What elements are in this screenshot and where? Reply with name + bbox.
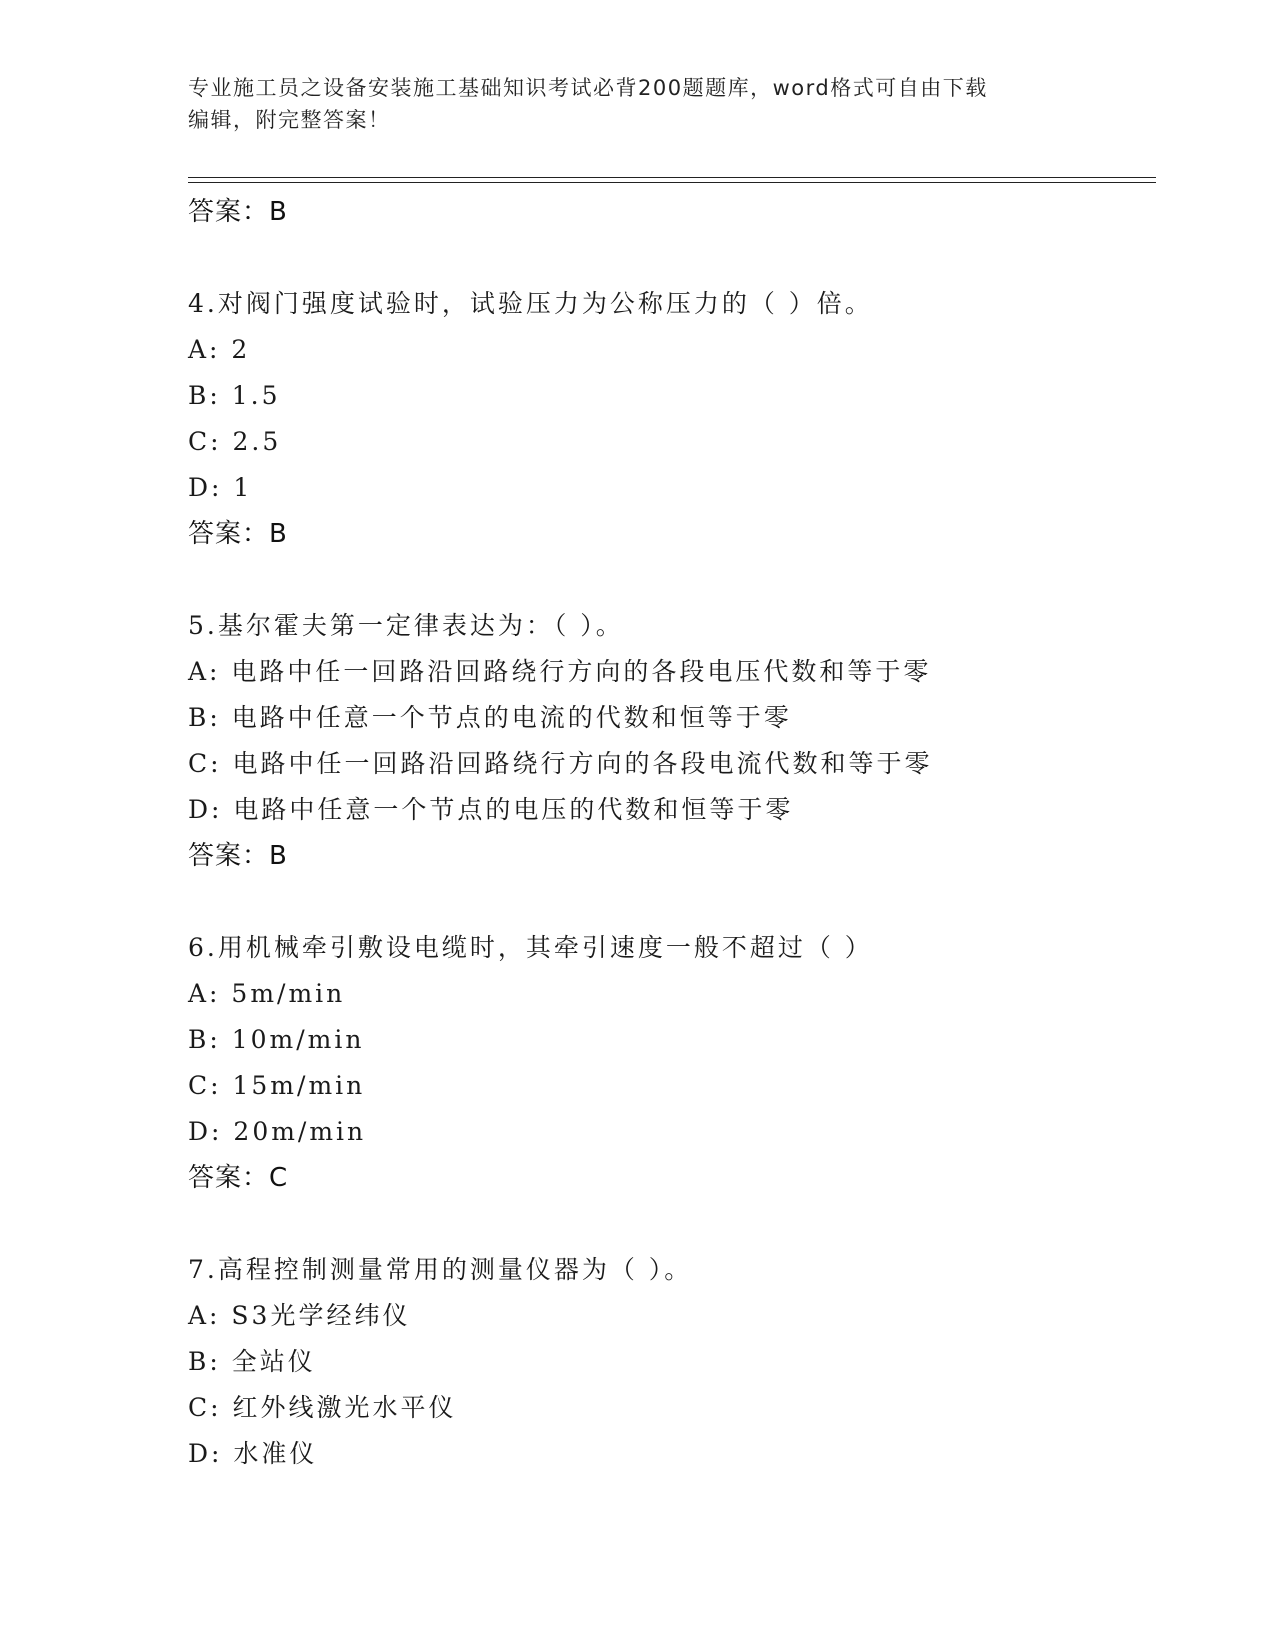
option-c: C: 红外线激光水平仪 [188, 1393, 457, 1422]
question-list [188, 189, 1156, 1477]
spacer [188, 879, 1156, 925]
option-d: D: 20m/min [188, 1117, 367, 1146]
answer: 答案：C [188, 1163, 289, 1193]
header-divider-top [188, 177, 1156, 178]
question-5 [188, 603, 1156, 879]
option-b: B: 10m/min [188, 1025, 365, 1054]
header-title-line-2: 编辑，附完整答案！ [188, 108, 391, 132]
option-a: A: 5m/min [188, 979, 346, 1008]
question-4 [188, 281, 1156, 557]
option-a: A: S3光学经纬仪 [188, 1301, 411, 1330]
answer: 答案：B [188, 841, 288, 871]
spacer [188, 235, 1156, 281]
option-b: B: 1.5 [188, 381, 281, 410]
document-header [188, 72, 1088, 136]
question-stem: 5.基尔霍夫第一定律表达为：（ ）。 [188, 611, 624, 640]
option-a: A: 2 [188, 335, 251, 364]
question-6 [188, 925, 1156, 1201]
option-b: B: 电路中任意一个节点的电流的代数和恒等于零 [188, 703, 792, 732]
question-stem: 4.对阀门强度试验时，试验压力为公称压力的（ ）倍。 [188, 289, 873, 318]
option-d: D: 水准仪 [188, 1439, 318, 1468]
answer-q3: 答案：B [188, 197, 288, 227]
option-a: A: 电路中任一回路沿回路绕行方向的各段电压代数和等于零 [188, 657, 932, 686]
option-b: B: 全站仪 [188, 1347, 316, 1376]
spacer [188, 557, 1156, 603]
header-divider-bottom [188, 182, 1156, 183]
header-title-line-1: 专业施工员之设备安装施工基础知识考试必背200题题库，word格式可自由下载 [188, 76, 988, 100]
option-c: C: 2.5 [188, 427, 282, 456]
spacer [188, 1201, 1156, 1247]
option-c: C: 15m/min [188, 1071, 366, 1100]
option-d: D: 1 [188, 473, 253, 502]
option-c: C: 电路中任一回路沿回路绕行方向的各段电流代数和等于零 [188, 749, 933, 778]
question-7 [188, 1247, 1156, 1477]
answer: 答案：B [188, 519, 288, 549]
option-d: D: 电路中任意一个节点的电压的代数和恒等于零 [188, 795, 794, 824]
question-stem: 6.用机械牵引敷设电缆时，其牵引速度一般不超过（ ） [188, 933, 873, 962]
question-stem: 7.高程控制测量常用的测量仪器为（ ）。 [188, 1255, 693, 1284]
